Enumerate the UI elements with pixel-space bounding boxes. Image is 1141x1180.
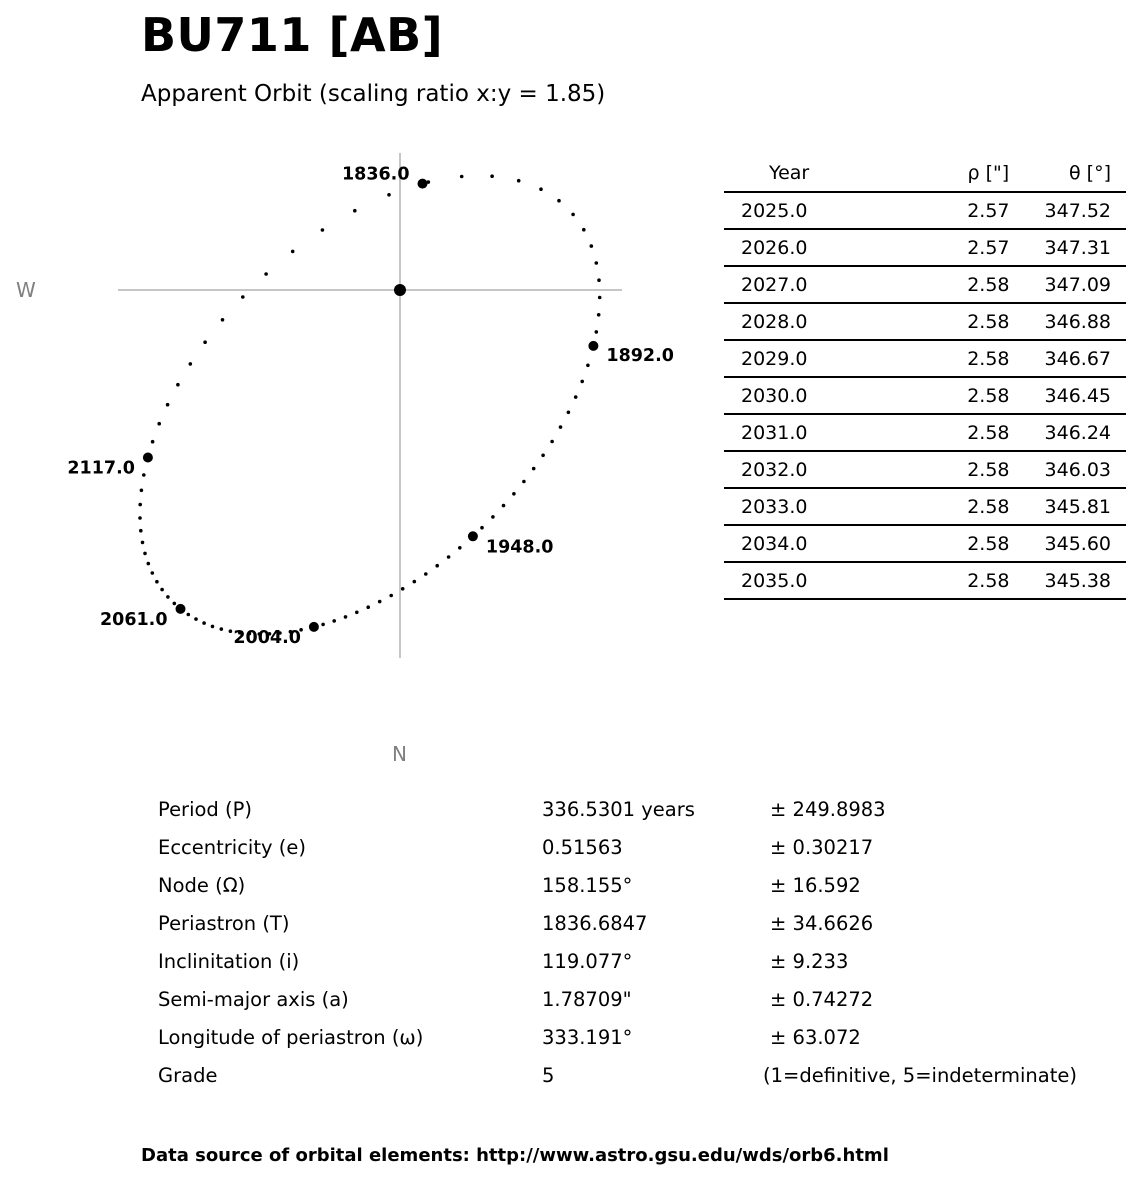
epoch-marker	[309, 622, 319, 632]
orbit-dot	[491, 515, 495, 519]
orbit-dot	[389, 594, 393, 598]
year-cell: 2026.0	[724, 229, 908, 266]
orbit-dot	[264, 272, 268, 276]
theta-cell: 345.38	[1045, 562, 1126, 599]
orbit-dot	[229, 629, 233, 633]
orbit-dot	[435, 564, 439, 568]
year-cell: 2030.0	[724, 377, 908, 414]
rho-cell: 2.58	[908, 451, 1044, 488]
element-error: ± 0.30217	[770, 836, 874, 859]
orbit-dot	[595, 330, 599, 334]
orbit-dot	[138, 503, 142, 507]
theta-cell: 345.81	[1045, 488, 1126, 525]
rho-cell: 2.58	[908, 266, 1044, 303]
rho-cell: 2.57	[908, 229, 1044, 266]
orbit-dot	[502, 504, 506, 508]
rho-cell: 2.57	[908, 192, 1044, 229]
orbit-dot	[155, 580, 159, 584]
orbit-dot	[595, 261, 599, 265]
element-name: Node (Ω)	[158, 874, 246, 897]
element-name: Period (P)	[158, 798, 252, 821]
element-error: ± 0.74272	[770, 988, 874, 1011]
data-source-note: Data source of orbital elements: http://www.astro.gsu.edu/wds/orb6.html	[141, 1145, 889, 1166]
element-error: ± 249.8983	[770, 798, 886, 821]
orbit-dots	[138, 174, 601, 635]
grade-scale-note: (1=definitive, 5=indeterminate)	[763, 1064, 1077, 1087]
theta-cell: 347.31	[1045, 229, 1126, 266]
epoch-marker	[468, 531, 478, 541]
orbit-dot	[512, 492, 516, 496]
orbit-dot	[140, 489, 144, 493]
primary-star-marker	[394, 284, 406, 296]
table-row	[724, 266, 1126, 303]
orbit-dot	[355, 611, 359, 615]
orbit-dot	[202, 621, 206, 625]
element-name: Semi-major axis (a)	[158, 988, 349, 1011]
epoch-marker	[176, 604, 186, 614]
epoch-marker	[143, 453, 153, 463]
rho-cell: 2.58	[908, 488, 1044, 525]
element-row	[158, 950, 1118, 988]
orbit-dot	[378, 600, 382, 604]
orbit-dot	[424, 572, 428, 576]
epoch-label: 2004.0	[233, 627, 301, 648]
orbit-dot	[203, 340, 207, 344]
rho-cell: 2.58	[908, 303, 1044, 340]
epoch-marker	[588, 341, 598, 351]
orbit-dot	[143, 552, 147, 556]
element-row	[158, 988, 1118, 1026]
orbit-dot	[559, 425, 563, 429]
orbit-dot	[220, 627, 224, 631]
theta-cell: 347.09	[1045, 266, 1126, 303]
orbit-dot	[187, 613, 191, 617]
orbit-dot	[176, 383, 180, 387]
epoch-marker	[418, 179, 428, 189]
orbit-dot	[541, 454, 545, 458]
element-row	[158, 798, 1118, 836]
element-value: 336.5301 years	[542, 798, 695, 821]
epoch-label: 2061.0	[99, 609, 168, 630]
orbit-dot	[557, 199, 561, 203]
ephemeris-header-row	[724, 155, 1126, 192]
year-cell: 2029.0	[724, 340, 908, 377]
orbit-dot	[166, 595, 170, 599]
rho-cell: 2.58	[908, 414, 1044, 451]
orbit-dot	[366, 605, 370, 609]
orbit-dot	[532, 467, 536, 471]
compass-north-label: N	[392, 742, 407, 766]
epoch-label: 1836.0	[341, 164, 410, 185]
orbit-dot	[221, 318, 225, 322]
star-title: BU711 [AB]	[141, 8, 444, 62]
orbit-dot	[522, 480, 526, 484]
orbit-dot	[571, 213, 575, 217]
orbit-dot	[539, 187, 543, 191]
rho-cell: 2.58	[908, 562, 1044, 599]
orbit-dot	[586, 364, 590, 368]
element-error: ± 16.592	[770, 874, 861, 897]
orbit-dot	[401, 587, 405, 591]
element-value: 0.51563	[542, 836, 623, 859]
orbit-dot	[332, 619, 336, 623]
orbit-plot	[0, 130, 700, 690]
orbit-dot	[590, 244, 594, 248]
orbit-dot	[321, 228, 325, 232]
table-row	[724, 192, 1126, 229]
theta-cell: 345.60	[1045, 525, 1126, 562]
orbit-dot	[480, 526, 484, 530]
theta-cell: 346.88	[1045, 303, 1126, 340]
element-error: ± 63.072	[770, 1026, 861, 1049]
element-error: ± 9.233	[770, 950, 849, 973]
compass-west-label: W	[16, 278, 36, 302]
orbit-dot	[321, 623, 325, 627]
orbit-dot	[458, 546, 462, 550]
orbit-dot	[413, 580, 417, 584]
orbit-dot	[291, 250, 295, 254]
table-row	[724, 229, 1126, 266]
table-row	[724, 451, 1126, 488]
orbit-dot	[490, 174, 494, 178]
orbit-dot	[160, 588, 164, 592]
year-cell: 2031.0	[724, 414, 908, 451]
element-value: 333.191°	[542, 1026, 633, 1049]
table-row	[724, 488, 1126, 525]
orbit-dot	[517, 179, 521, 183]
year-cell: 2032.0	[724, 451, 908, 488]
element-name: Periastron (T)	[158, 912, 290, 935]
orbit-dot	[582, 228, 586, 232]
orbit-dot	[344, 615, 348, 619]
orbit-dot	[241, 295, 245, 299]
orbit-dot	[151, 440, 155, 444]
element-value: 1.78709"	[542, 988, 632, 1011]
theta-cell: 346.03	[1045, 451, 1126, 488]
element-name: Grade	[158, 1064, 218, 1087]
orbit-dot	[189, 362, 193, 366]
element-row	[158, 912, 1118, 950]
epoch-label: 1892.0	[606, 345, 674, 366]
year-cell: 2028.0	[724, 303, 908, 340]
year-cell: 2034.0	[724, 525, 908, 562]
element-error: ± 34.6626	[770, 912, 874, 935]
year-cell: 2035.0	[724, 562, 908, 599]
orbit-dot	[597, 278, 601, 282]
orbit-dot	[211, 625, 215, 629]
table-row	[724, 340, 1126, 377]
element-name: Longitude of periastron (ω)	[158, 1026, 424, 1049]
orbit-dot	[550, 440, 554, 444]
year-cell: 2025.0	[724, 192, 908, 229]
element-value: 1836.6847	[542, 912, 648, 935]
year-cell: 2033.0	[724, 488, 908, 525]
orbit-dot	[194, 617, 198, 621]
orbit-dot	[141, 541, 145, 545]
table-row	[724, 525, 1126, 562]
orbit-dot	[166, 403, 170, 407]
orbit-dot	[447, 555, 451, 559]
orbit-dot	[353, 209, 357, 213]
theta-cell: 346.24	[1045, 414, 1126, 451]
orbital-elements-list	[158, 798, 1118, 1102]
element-row	[158, 874, 1118, 912]
theta-cell: 346.45	[1045, 377, 1126, 414]
rho-cell: 2.58	[908, 377, 1044, 414]
orbit-dot	[151, 571, 155, 575]
column-header-rho: ρ ["]	[908, 155, 1044, 192]
orbit-dot	[597, 313, 601, 317]
orbit-dot	[567, 411, 571, 415]
orbit-dot	[173, 602, 177, 606]
theta-cell: 346.67	[1045, 340, 1126, 377]
year-cell: 2027.0	[724, 266, 908, 303]
orbit-dot	[147, 562, 151, 566]
orbit-dot	[142, 473, 146, 477]
orbit-dot	[139, 529, 143, 533]
orbit-dot	[157, 422, 161, 426]
element-name: Inclinitation (i)	[158, 950, 300, 973]
epoch-label: 2117.0	[67, 458, 135, 479]
element-name: Eccentricity (e)	[158, 836, 306, 859]
ephemeris-table	[724, 155, 1126, 600]
orbit-dot	[138, 516, 142, 520]
rho-cell: 2.58	[908, 525, 1044, 562]
element-value: 158.155°	[542, 874, 633, 897]
chart-subtitle: Apparent Orbit (scaling ratio x:y = 1.85)	[141, 81, 606, 107]
orbit-dot	[580, 380, 584, 384]
column-header-theta: θ [°]	[1045, 155, 1126, 192]
orbit-dot	[460, 175, 464, 179]
element-value: 119.077°	[542, 950, 633, 973]
element-row	[158, 1064, 1118, 1102]
table-row	[724, 303, 1126, 340]
theta-cell: 347.52	[1045, 192, 1126, 229]
orbit-dot	[598, 296, 602, 300]
element-row	[158, 836, 1118, 874]
table-row	[724, 377, 1126, 414]
element-row	[158, 1026, 1118, 1064]
orbit-dot	[574, 395, 578, 399]
orbit-markers	[67, 165, 674, 648]
table-row	[724, 414, 1126, 451]
orbit-dot	[387, 193, 391, 197]
rho-cell: 2.58	[908, 340, 1044, 377]
table-row	[724, 562, 1126, 599]
column-header-year: Year	[724, 155, 908, 192]
element-value: 5	[542, 1064, 555, 1087]
epoch-label: 1948.0	[485, 537, 554, 558]
